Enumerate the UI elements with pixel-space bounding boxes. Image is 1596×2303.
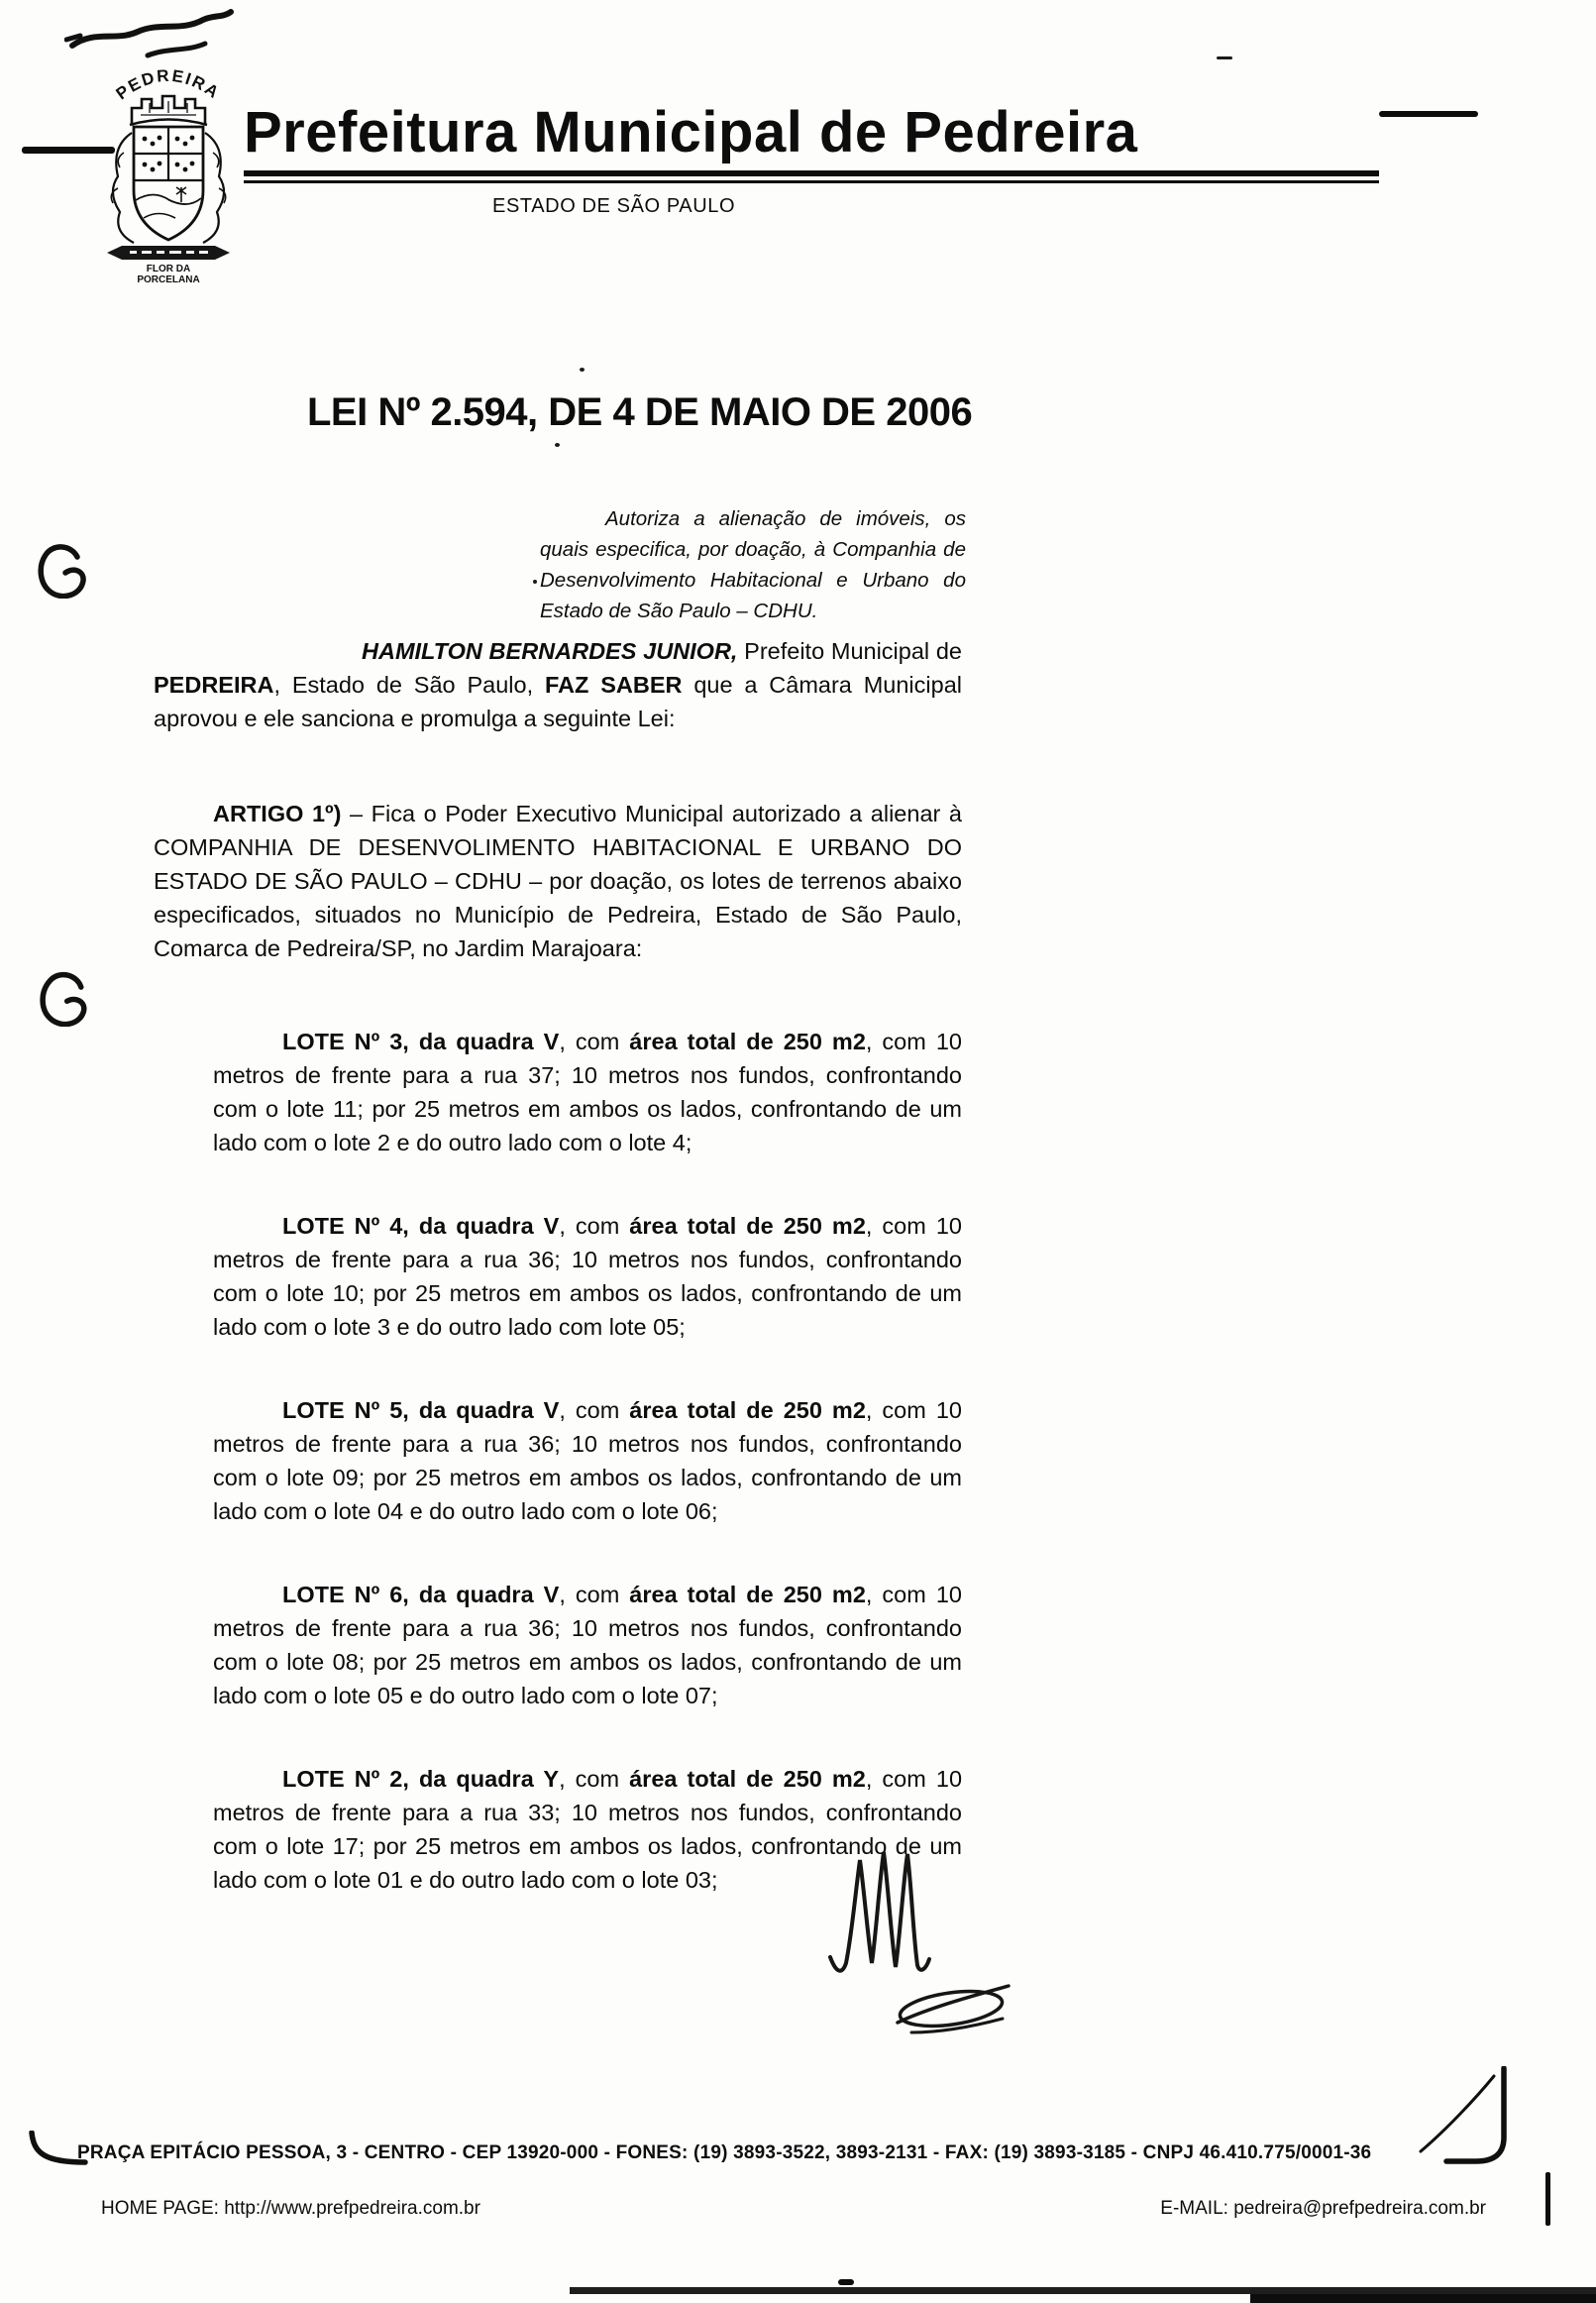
preamble-text-1: Prefeito Municipal de	[737, 638, 962, 664]
crest-shield	[134, 127, 203, 240]
footer-address: PRAÇA EPITÁCIO PESSOA, 3 - CENTRO - CEP 13920-000 - FONES: (19) 3893-3522, 3893-2131 - FAX: (19) 3893-3185 - CNPJ 46.410.775/0001-36	[77, 2142, 1372, 2163]
scan-edge-strip	[570, 2287, 1596, 2294]
lote-6-area: área total de 250 m2	[629, 1582, 866, 1607]
law-ementa: Autoriza a alienação de imóveis, os quais especifica, por doação, à Companhia de Desenvolvimento Habitacional e Urbano do Estado de São Paulo – CDHU.	[540, 506, 966, 622]
crest-ribbon	[107, 246, 230, 260]
lote-3-head: LOTE Nº 3, da quadra V	[282, 1029, 560, 1054]
scan-blob	[838, 2279, 854, 2285]
scan-speck	[580, 368, 585, 372]
lote-2-text: , com 10 metros de frente para a rua 33; 10 metros nos fundos, confrontando com o lote 17; por 25 metros em ambos os lados, confrontando de um lado com o lote 01 e do outro lado com o lote 03;	[213, 1766, 963, 1893]
lote-paragraph-6	[213, 1578, 962, 1712]
lote-3-area: área total de 250 m2	[629, 1029, 866, 1054]
lote-paragraph-3	[213, 1025, 962, 1159]
lote-5-text: , com 10 metros de frente para a rua 36; 10 metros nos fundos, confrontando com o lote 09; por 25 metros em ambos os lados, confrontando de um lado com o lote 04 e do outro lado com o lote 06;	[213, 1397, 962, 1524]
scan-speck	[555, 443, 560, 447]
law-title: LEI Nº 2.594, DE 4 DE MAIO DE 2006	[307, 390, 973, 434]
organization-title: Prefeitura Municipal de Pedreira	[244, 100, 1138, 164]
lote-4-mid: , com	[559, 1213, 630, 1239]
lote-6-head: LOTE Nº 6, da quadra V	[282, 1582, 560, 1607]
coat-of-arms	[94, 52, 243, 284]
lote-paragraph-4	[213, 1209, 962, 1344]
preamble-paragraph	[154, 634, 962, 735]
city-name: PEDREIRA	[154, 672, 274, 698]
margin-pen-mark-2	[40, 971, 91, 1027]
faz-saber-label: FAZ SABER	[544, 672, 683, 698]
crest-motto-line1: FLOR DA	[146, 264, 191, 274]
lote-5-mid: , com	[559, 1397, 630, 1423]
crest-motto-line2: PORCELANA	[137, 274, 200, 284]
crest-title-text: PEDREIRA	[112, 65, 224, 104]
crest-crown	[130, 96, 207, 125]
lote-4-area: área total de 250 m2	[629, 1213, 866, 1239]
preamble-text-2: , Estado de São Paulo,	[273, 672, 545, 698]
lote-2-head: LOTE Nº 2, da quadra Y	[282, 1766, 560, 1792]
footer-email: E-MAIL: pedreira@prefpedreira.com.br	[1160, 2198, 1486, 2219]
signature-mark	[812, 1838, 1020, 2051]
artigo-1-label: ARTIGO 1º)	[213, 801, 342, 826]
footer-homepage: HOME PAGE: http://www.prefpedreira.com.br	[101, 2198, 480, 2219]
lote-2-mid: , com	[559, 1766, 630, 1792]
scan-speck	[1217, 56, 1232, 59]
preamble-text-3: que a Câmara Municipal aprovou e ele sanciona e promulga a seguinte Lei:	[154, 672, 962, 731]
law-body	[154, 634, 962, 1946]
lote-4-head: LOTE Nº 4, da quadra V	[282, 1213, 560, 1239]
lote-paragraph-5	[213, 1393, 962, 1528]
header-rule-thin	[244, 180, 1379, 183]
artigo-1-paragraph	[154, 797, 962, 965]
organization-subtitle: ESTADO DE SÃO PAULO	[492, 195, 736, 217]
artigo-1-text: – Fica o Poder Executivo Municipal autorizado a alienar à COMPANHIA DE DESENVOLIMENTO HABITACIONAL E URBANO DO ESTADO DE SÃO PAULO – CDHU – por doação, os lotes de terrenos abaixo especificados, situados no Município de Pedreira, Estado de São Paulo, Comarca de Pedreira/SP, no Jardim Marajoara:	[154, 801, 962, 961]
scan-edge-strip-thick	[1250, 2294, 1596, 2303]
margin-pen-mark-1	[38, 543, 89, 599]
scan-speck	[533, 580, 537, 584]
lote-3-mid: , com	[559, 1029, 630, 1054]
frame-line-top-right	[1379, 111, 1478, 117]
lote-6-mid: , com	[559, 1582, 630, 1607]
header-rule-thick	[244, 170, 1379, 176]
lote-2-area: área total de 250 m2	[629, 1766, 866, 1792]
lote-6-text: , com 10 metros de frente para a rua 36; 10 metros nos fundos, confrontando com o lote 08; por 25 metros em ambos os lados, confrontando de um lado com o lote 05 e do outro lado com o lote 07;	[213, 1582, 962, 1708]
lote-4-text: , com 10 metros de frente para a rua 36; 10 metros nos fundos, confrontando com o lote 10; por 25 metros em ambos os lados, confrontando de um lado com o lote 3 e do outro lado com lote 05;	[213, 1213, 962, 1340]
lote-5-head: LOTE Nº 5, da quadra V	[282, 1397, 560, 1423]
lote-5-area: área total de 250 m2	[629, 1397, 866, 1423]
lote-3-text: , com 10 metros de frente para a rua 37; 10 metros nos fundos, confrontando com o lote 11; por 25 metros em ambos os lados, confrontando de um lado com o lote 2 e do outro lado com o lote 4;	[213, 1029, 962, 1155]
footer-rule-right-corner	[1419, 2066, 1530, 2170]
prefeito-name: HAMILTON BERNARDES JUNIOR,	[362, 638, 738, 664]
frame-line-right-edge	[1545, 2172, 1550, 2226]
